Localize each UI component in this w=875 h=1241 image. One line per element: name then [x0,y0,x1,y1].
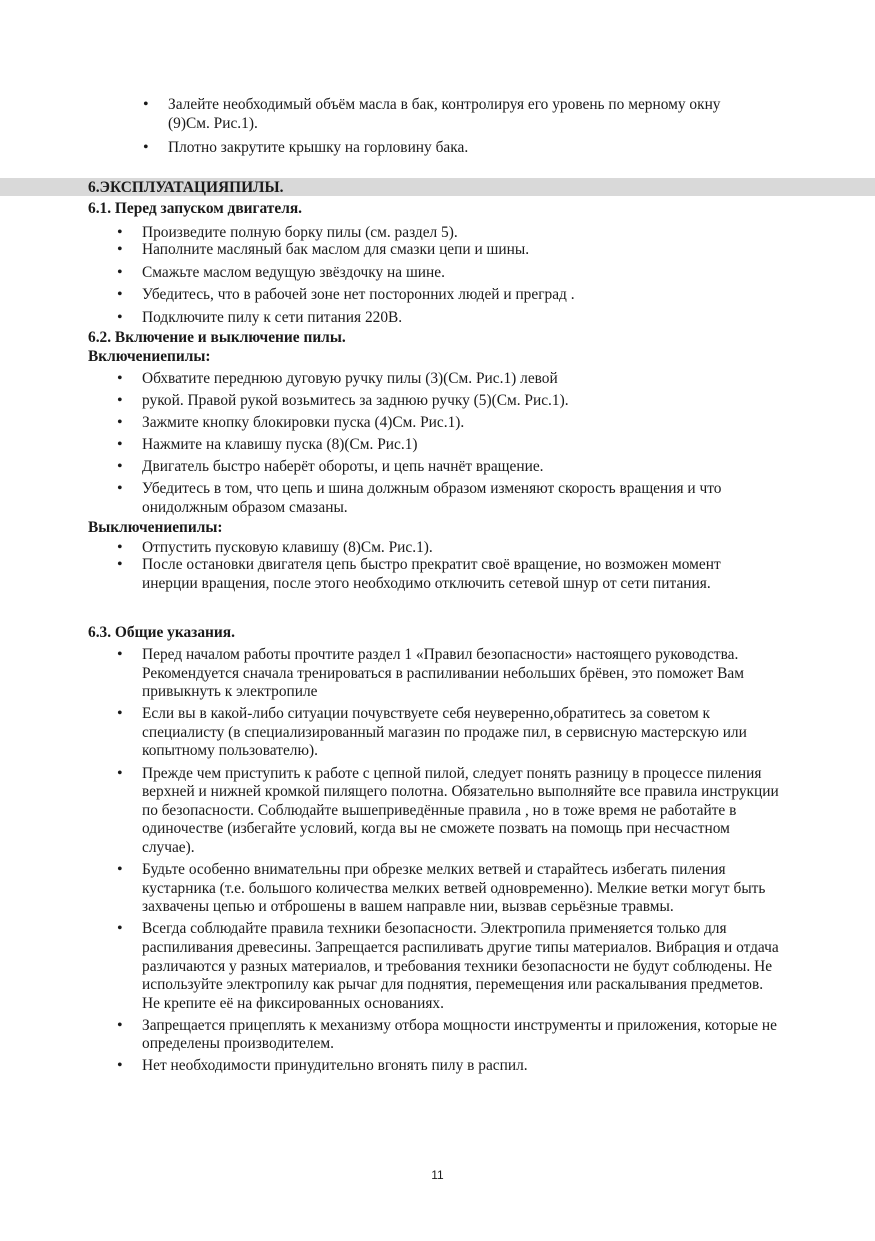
list-item-text: Отпустить пусковую клавишу (8)См. Рис.1). [142,539,433,556]
list-item [142,392,782,411]
list-item [142,264,792,283]
list-item [142,225,792,241]
switch-on-title: Включениепилы: [88,348,211,365]
list-item-text: Плотно закрутите крышку на горловину бака. [168,139,469,157]
list-item-text: Будьте особенно внимательны при обрезке мелких ветвей и старайтесь избегать пиления кустарника (т.е. большого количества мелких ветвей одновременно). Мелкие ветки могут быть захвачены цепью и отброшены в вашем направле нии, вызвав серьёзные травмы. [142,861,766,916]
list-item [142,861,782,917]
list-item-text: Обхватите переднюю дуговую ручку пилы (3)(См. Рис.1) левой [142,370,558,387]
list-item [142,309,792,328]
list-item [142,540,772,556]
list-item [142,920,782,1013]
list-item-text: Прежде чем приступить к работе с цепной пилой, следует понять разницу в процессе пиления верхней и нижней кромкой пилящего полотна. Обязательно выполняйте все правила инструкции по безопасности. Соблюдайте вышеприведённые правила , но в тоже время не работайте в одиночестве (избегайте условий, когда вы не сможете позвать на помощь при несчастном случае). [142,764,779,856]
list-item [142,480,782,517]
list-item-text: Залейте необходимый объём масла в бак, контролируя его уровень по мерному окну (9)См. Рис.1). [168,96,721,132]
list-item-text: рукой. Правой рукой возьмитесь за заднюю ручку (5)(См. Рис.1). [142,392,569,410]
list-item-text: Нет необходимости принудительно вгонять пилу в распил. [142,1057,528,1075]
list-item [142,646,782,702]
section-6-title: 6.ЭКСПЛУАТАЦИЯПИЛЫ. [88,179,284,196]
list-item [142,241,792,260]
list-item-text: Зажмите кнопку блокировки пуска (4)См. Рис.1). [142,414,465,432]
subsection-6-2-title: 6.2. Включение и выключение пилы. [88,329,346,346]
switch-off-list [142,540,772,593]
page-number: 11 [431,1168,444,1182]
list-item-text: Всегда соблюдайте правила техники безопасности. Электропила применяется только для распиливания древесины. Запрещается распиливать другие типы материалов. Вибрация и отдача различаются у разных материалов, и требования техники безопасности не будут соблюдены. Не используйте электропилу как рычаг для поднятия, перемещения или раскалывания предметов. Не крепите её на фиксированных основаниях. [142,920,779,1012]
list-item-text: Если вы в какой-либо ситуации почувствуете себя неуверенно,обратитесь за советом к специалисту (в специализированный магазин по продаже пил, в сервисную мастерскую или копытному пользователю). [142,705,747,760]
switch-on-list [142,370,782,518]
list-item-text: Перед началом работы прочтите раздел 1 «Правил безопасности» настоящего руководства. Рекомендуется сначала тренироваться в распиливании небольших брёвен, это поможет Вам привыкнуть к электропиле [142,646,744,701]
list-item-text: Смажьте маслом ведущую звёздочку на шине. [142,263,445,281]
list-item-text: После остановки двигателя цепь быстро прекратит своё вращение, но возможен момент инерции вращения, после этого необходимо отключить сетевой шнур от сети питания. [142,556,721,592]
list-item [142,370,782,389]
list-item-text: Произведите полную борку пилы (см. раздел 5). [142,224,458,241]
list-item-text: Убедитесь в том, что цепь и шина должным образом изменяют скорость вращения и что онидолжным образом смазаны. [142,480,722,517]
list-item [142,705,782,761]
list-item [142,1057,782,1076]
list-item-text: Наполните масляный бак маслом для смазки цепи и шины. [142,241,530,258]
list-item-text: Убедитесь, что в рабочей зоне нет посторонних людей и преград . [142,286,575,304]
list-item-text: Двигатель быстро наберёт обороты, и цепь начнёт вращение. [142,458,544,476]
subsection-6-1-title: 6.1. Перед запуском двигателя. [88,200,303,217]
pre-start-list [142,225,792,327]
subsection-6-3-title: 6.3. Общие указания. [88,624,235,641]
list-item [168,96,728,133]
oil-fill-list [168,96,728,158]
list-item [142,286,792,305]
list-item [142,765,782,858]
section-6-title-bar [0,178,875,196]
list-item [142,458,782,477]
list-item-text: Нажмите на клавишу пуска (8)(См. Рис.1) [142,436,418,454]
switch-off-title: Выключениепилы: [88,519,223,536]
list-item [142,556,772,593]
list-item [142,436,782,455]
list-item [142,414,782,433]
list-item [142,1017,782,1054]
list-item-text: Запрещается прицеплять к механизму отбора мощности инструменты и приложения, которые не определены производителем. [142,1016,777,1053]
general-instructions-list [142,646,782,1076]
list-item [168,139,728,158]
list-item-text: Подключите пилу к сети питания 220В. [142,308,403,326]
